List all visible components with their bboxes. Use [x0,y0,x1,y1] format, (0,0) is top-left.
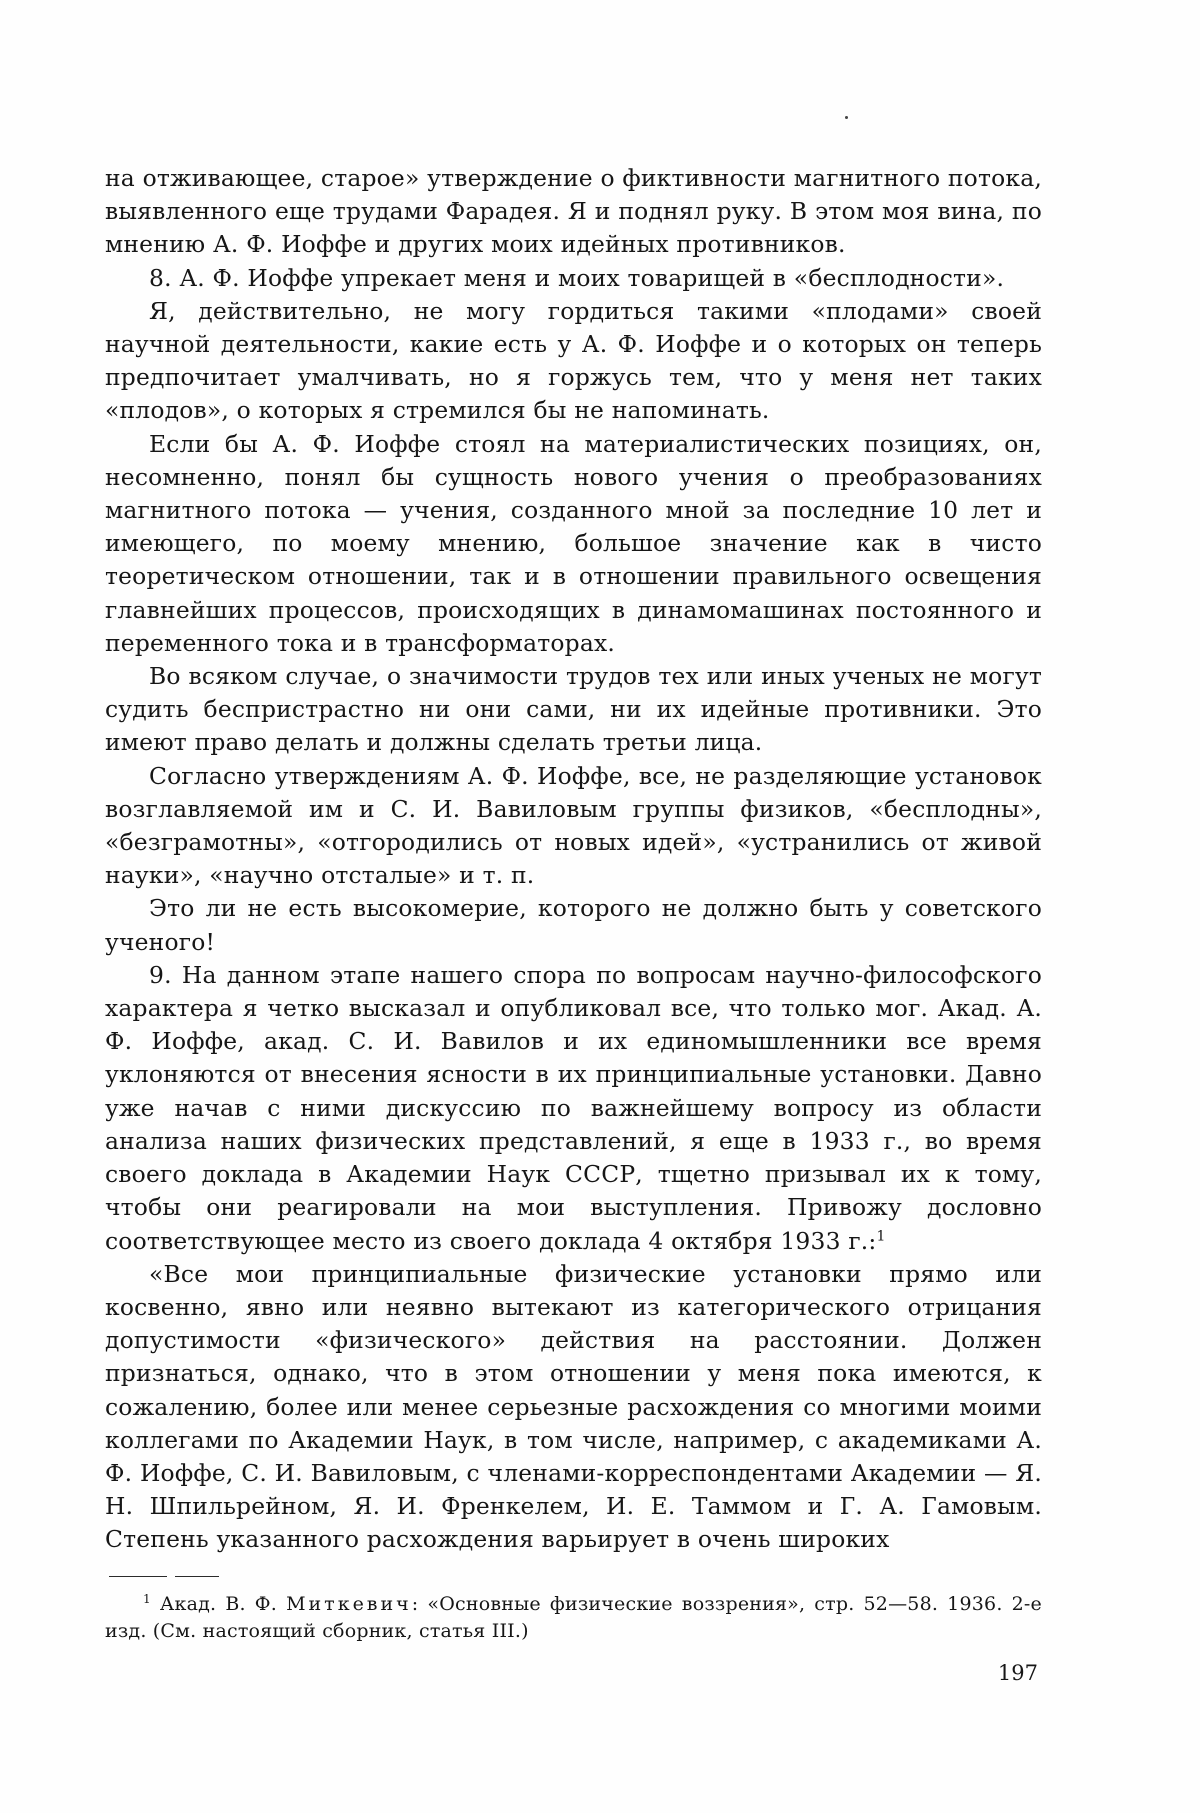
paragraph: на отживающее, старое» утверждение о фиктивности магнитного потока, выявленного еще трудами Фарадея. Я и поднял руку. В этом моя вина, по мнению А. Ф. Иоффе и других моих идейных противников. [105,164,1042,259]
paragraph: Я, действительно, не могу гордиться такими «плодами» своей научной деятельности, какие есть у А. Ф. Иоффе и о которых он теперь предпочитает умалчивать, но я горжусь тем, что у меня нет таких «плодов», о которых я стремился бы не напоминать. [105,296,1042,425]
footnote [105,1591,1042,1645]
footnote-reference[interactable]: 1 [876,1228,886,1245]
paragraph-text: 9. На данном этапе нашего спора по вопросам научно-философского характера я четко высказал и опубликовал все, что только мог. Акад. А. Ф. Иоффе, акад. С. И. Вавилов и их единомышленники все время уклоняются от внесения ясности в их принципиальные установки. Давно уже начав с ними дискуссию по важнейшему вопросу из области анализа наших физических представлений, я еще в 1933 г., во время своего доклада в Академии Наук СССР, тщетно призывал их к тому, чтобы они реагировали на мои выступления. Привожу дословно соответствующее место из своего доклада 4 октября 1933 г.: [105,960,1042,1255]
paragraph: Согласно утверждениям А. Ф. Иоффе, все, не разделяющие установок возглавляемой им и С. И. Вавиловым группы физиков, «бесплодны», «безграмотны», «отгородились от новых идей», «устранились от живой науки», «научно отсталые» и т. п. [105,761,1042,890]
footnote-author-prefix: Акад. В. Ф. [159,1592,287,1615]
paragraph: Если бы А. Ф. Иоффе стоял на материалистических позициях, он, несомненно, понял бы сущность нового учения о преобразованиях магнитного потока — учения, созданного мной за последние 10 лет и имеющего, по моему мнению, большое значение как в чисто теоретическом отношении, так и в отношении правильного освещения главнейших процессов, происходящих в динамомашинах постоянного и переменного тока и в трансформаторах. [105,429,1042,657]
footnote-separator [105,1569,1042,1591]
paragraph-with-footnote [105,959,1042,1258]
footnote-author: Миткевич [286,1592,412,1615]
paragraph: 8. А. Ф. Иоффе упрекает меня и моих товарищей в «бесплодности». [149,263,1005,292]
speck [845,116,848,119]
page-number: 197 [997,1660,1038,1685]
paragraph: Это ли не есть высокомерие, которого не должно быть у советского ученого! [105,894,1042,956]
footnote-text: : «Основные физические воззрения», стр. 52—58. 1936. 2-е изд. (См. настоящий сборник, статья III.) [105,1592,1042,1642]
paragraph: Во всяком случае, о значимости трудов тех или иных ученых не могут судить беспристрастно ни они сами, ни их идейные противники. Это имеют право делать и должны сделать третьи лица. [105,662,1042,757]
body-text [105,162,1042,1685]
quotation: «Все мои принципиальные физические установки прямо или косвенно, явно или неявно вытекают из категорического отрицания допустимости «физического» действия на расстоянии. Должен признаться, однако, что в этом отношении у меня пока имеются, к сожалению, более или менее серьезные расхождения со многими моими коллегами по Академии Наук, в том числе, например, с академиками А. Ф. Иоффе, С. И. Вавиловым, с членами-корреспондентами Академии — Я. Н. Шпильрейном, Я. И. Френкелем, И. Е. Таммом и Г. А. Гамовым. Степень указанного расхождения варьирует в очень широких [105,1259,1042,1554]
footnote-mark: 1 [143,1591,151,1606]
